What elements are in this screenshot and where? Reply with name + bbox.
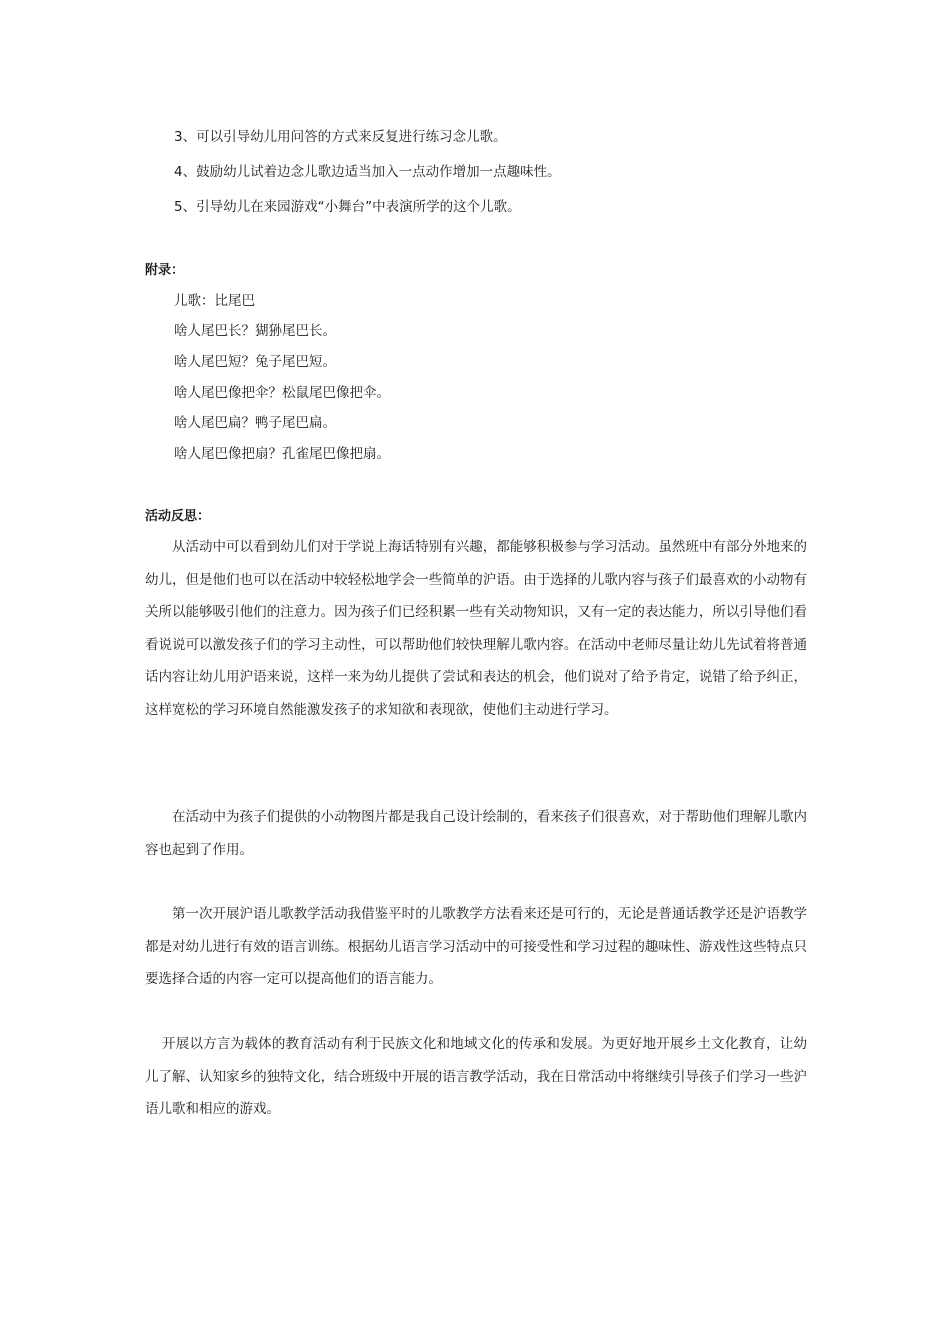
song-line-2: 啥人尾巴短？兔子尾巴短。 [174,354,336,370]
song-title: 儿歌：比尾巴 [174,293,255,309]
appendix-heading: 附录： [145,263,185,278]
reflection-paragraph-1: 从活动中可以看到幼儿们对于学说上海话特别有兴趣，都能够积极参与学习活动。虽然班中有部分外地来的幼儿，但是他们也可以在活动中较轻松地学会一些简单的沪语。由于选择的儿歌内容与孩子们最喜欢的小动物有关所以能够吸引他们的注意力。因为孩子们已经积累一些有关动物知识，又有一定的表达能力，所以引导他们看看说说可以激发孩子们的学习主动性，可以帮助他们较快理解儿歌内容。在活动中老师尽量让幼儿先试着将普通话内容让幼儿用沪语来说，这样一来为幼儿提供了尝试和表达的机会，他们说对了给予肯定，说错了给予纠正，这样宽松的学习环境自然能激发孩子的求知欲和表现欲，使他们主动进行学习。 [145,539,807,718]
song-line-5: 啥人尾巴像把扇？孔雀尾巴像把扇。 [174,446,390,462]
step-4: 4、鼓励幼儿试着边念儿歌边适当加入一点动作增加一点趣味性。 [174,164,561,180]
step-3: 3、可以引导幼儿用问答的方式来反复进行练习念儿歌。 [174,129,507,145]
step-5: 5、引导幼儿在来园游戏“小舞台”中表演所学的这个儿歌。 [174,199,521,215]
reflection-paragraph-3: 第一次开展沪语儿歌教学活动我借鉴平时的儿歌教学方法看来还是可行的，无论是普通话教学还是沪语教学都是对幼儿进行有效的语言训练。根据幼儿语言学习活动中的可接受性和学习过程的趣味性、游戏性这些特点只要选择合适的内容一定可以提高他们的语言能力。 [145,906,807,987]
song-line-4: 啥人尾巴扁？鸭子尾巴扁。 [174,415,336,431]
song-line-1: 啥人尾巴长？猢狲尾巴长。 [174,323,336,339]
song-line-3: 啥人尾巴像把伞？松鼠尾巴像把伞。 [174,385,390,401]
reflection-paragraph-2: 在活动中为孩子们提供的小动物图片都是我自己设计绘制的，看来孩子们很喜欢，对于帮助他们理解儿歌内容也起到了作用。 [145,809,807,858]
reflection-heading: 活动反思： [145,509,211,524]
reflection-paragraph-4: 开展以方言为载体的教育活动有利于民族文化和地域文化的传承和发展。为更好地开展乡土文化教育，让幼儿了解、认知家乡的独特文化，结合班级中开展的语言教学活动，我在日常活动中将继续引导孩子们学习一些沪语儿歌和相应的游戏。 [145,1036,807,1117]
